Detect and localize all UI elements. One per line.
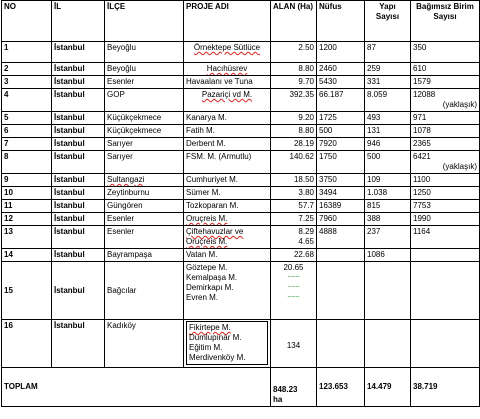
cell-birim	[411, 89, 480, 112]
header-yapi: Yapı Sayısı	[365, 1, 411, 42]
cell-ilce: Kadıköy	[105, 320, 184, 368]
cell-ilce: Güngören	[105, 200, 184, 213]
cell-alan: 7.25	[271, 213, 317, 226]
cell-il: İstanbul	[52, 249, 105, 262]
cell-nufus: 66.187	[317, 89, 365, 112]
cell-birim: 1164	[411, 226, 480, 249]
total-label: TOPLAM	[2, 368, 271, 407]
cell-proje: Vatan M.	[184, 249, 271, 262]
cell-proje: Havaalanı ve Tuna	[184, 76, 271, 89]
cell-no: 1	[2, 42, 52, 63]
cell-il: İstanbul	[52, 174, 105, 187]
cell-nufus: 500	[317, 125, 365, 138]
cell-il: İstanbul	[52, 138, 105, 151]
cell-no: 12	[2, 213, 52, 226]
cell-proje: Kanarya M.	[184, 112, 271, 125]
cell-alan-value: 134	[286, 341, 301, 350]
cell-proje-text: Oruçreis M.	[186, 214, 228, 223]
cell-proje: Sümer M.	[184, 187, 271, 200]
cell-ilce: Beyoğlu	[105, 42, 184, 63]
table-row	[2, 151, 480, 174]
cell-birim: 1250	[411, 187, 480, 200]
cell-proje-text: Hacıhüsrev	[206, 64, 248, 73]
header-row	[2, 1, 480, 42]
cell-alan: 28.19	[271, 138, 317, 151]
spacer	[273, 331, 314, 341]
cell-ilce: Esenler	[105, 213, 184, 226]
cell-yapi: 946	[365, 138, 411, 151]
cell-ilce: Bağcılar	[105, 262, 184, 320]
header-nufus: Nüfus	[317, 1, 365, 42]
project-name: Merdivenköy M.	[189, 353, 246, 362]
cell-birim: 350	[411, 42, 480, 63]
table-row	[2, 112, 480, 125]
cell-yapi: 500	[365, 151, 411, 174]
project-name: Demirkapı M.	[186, 283, 234, 292]
cell-nufus: 7920	[317, 138, 365, 151]
cell-il: İstanbul	[52, 112, 105, 125]
table-row	[2, 76, 480, 89]
total-alan-unit: ha	[273, 395, 283, 404]
cell-ilce-text: Sultangazi	[107, 175, 145, 184]
cell-il: İstanbul	[52, 76, 105, 89]
cell-nufus: 16389	[317, 200, 365, 213]
cell-proje-text: Çiftehavuzlar ve Oruçreis M.	[186, 227, 244, 246]
cell-no: 4	[2, 89, 52, 112]
cell-alan: 392.35	[271, 89, 317, 112]
total-birim: 38.719	[411, 368, 480, 407]
cell-nufus: 3494	[317, 187, 365, 200]
squiggle-mark: ~~~	[287, 284, 300, 291]
cell-nufus	[317, 320, 365, 368]
header-proje: PROJE ADI	[184, 1, 271, 42]
cell-ilce: Esenler	[105, 226, 184, 249]
cell-nufus: 7960	[317, 213, 365, 226]
cell-alan: 8.80	[271, 63, 317, 76]
cell-proje: FSM. M. (Armutlu)	[184, 151, 271, 174]
cell-yapi: 388	[365, 213, 411, 226]
cell-yapi: 493	[365, 112, 411, 125]
total-nufus: 123.653	[317, 368, 365, 407]
cell-birim	[411, 320, 480, 368]
cell-no: 15	[2, 262, 52, 320]
cell-yapi: 1.038	[365, 187, 411, 200]
cell-proje: Fatih M.	[184, 125, 271, 138]
cell-alan	[271, 320, 317, 368]
cell-il: İstanbul	[52, 320, 105, 368]
cell-no: 16	[2, 320, 52, 368]
table-row	[2, 42, 480, 63]
total-row	[2, 368, 480, 407]
cell-il: İstanbul	[52, 63, 105, 76]
cell-no: 7	[2, 138, 52, 151]
cell-birim	[411, 249, 480, 262]
cell-birim: 1100	[411, 174, 480, 187]
cell-ilce: GOP	[105, 89, 184, 112]
cell-il: İstanbul	[52, 226, 105, 249]
table-row	[2, 63, 480, 76]
cell-yapi: 131	[365, 125, 411, 138]
cell-no: 8	[2, 151, 52, 174]
table-row	[2, 187, 480, 200]
cell-nufus	[317, 249, 365, 262]
cell-alan-value: 8.29	[298, 227, 314, 236]
cell-nufus: 4888	[317, 226, 365, 249]
project-name: Kemalpaşa M.	[186, 273, 238, 282]
cell-birim-value: 12088	[413, 90, 436, 99]
cell-yapi: 109	[365, 174, 411, 187]
cell-birim-note: (yaklaşık)	[442, 100, 477, 109]
cell-no: 6	[2, 125, 52, 138]
cell-alan: 2.50	[271, 42, 317, 63]
cell-yapi: 87	[365, 42, 411, 63]
cell-proje: Cumhuriyet M.	[184, 174, 271, 187]
cell-proje	[184, 213, 271, 226]
project-name: Göztepe M.	[186, 263, 228, 272]
cell-ilce: Küçükçekmece	[105, 112, 184, 125]
cell-birim: 610	[411, 63, 480, 76]
cell-il: İstanbul	[52, 42, 105, 63]
cell-alan: 18.50	[271, 174, 317, 187]
project-name: Evren M.	[186, 293, 219, 302]
cell-no: 10	[2, 187, 52, 200]
cell-birim: 1990	[411, 213, 480, 226]
cell-no: 3	[2, 76, 52, 89]
cell-proje	[184, 320, 271, 368]
cell-alan: 22.68	[271, 249, 317, 262]
cell-il: İstanbul	[52, 200, 105, 213]
cell-il: İstanbul	[52, 89, 105, 112]
cell-proje-text: Pazariçi vd M.	[201, 90, 253, 99]
cell-il: İstanbul	[52, 125, 105, 138]
cell-ilce: Beyoğlu	[105, 63, 184, 76]
cell-yapi	[365, 320, 411, 368]
total-yapi: 14.479	[365, 368, 411, 407]
cell-ilce: Esenler	[105, 76, 184, 89]
squiggle-mark: ~~~	[287, 294, 300, 301]
cell-proje	[184, 262, 271, 320]
table-row	[2, 174, 480, 187]
cell-il: İstanbul	[52, 213, 105, 226]
cell-proje: Tozkoparan M.	[184, 200, 271, 213]
cell-alan: 9.20	[271, 112, 317, 125]
cell-ilce	[105, 174, 184, 187]
cell-ilce: Sarıyer	[105, 138, 184, 151]
spacer	[273, 321, 314, 331]
cell-birim: 1078	[411, 125, 480, 138]
cell-no: 2	[2, 63, 52, 76]
cell-alan-value: 20.65	[283, 263, 304, 272]
table-row	[2, 213, 480, 226]
cell-ilce: Zeytinburnu	[105, 187, 184, 200]
header-no: NO	[2, 1, 52, 42]
cell-il: İstanbul	[52, 187, 105, 200]
cell-alan	[271, 226, 317, 249]
header-birim: Bağımsız Birim Sayısı	[411, 1, 480, 42]
cell-yapi: 259	[365, 63, 411, 76]
cell-nufus: 2460	[317, 63, 365, 76]
table-row	[2, 89, 480, 112]
cell-nufus: 5430	[317, 76, 365, 89]
header-il: İL	[52, 1, 105, 42]
cell-ilce: Küçükçekmece	[105, 125, 184, 138]
cell-alan: 9.70	[271, 76, 317, 89]
cell-no: 5	[2, 112, 52, 125]
cell-proje-text: Örnektepe Sütlüce	[193, 43, 261, 52]
cell-il: İstanbul	[52, 262, 105, 320]
cell-yapi: 331	[365, 76, 411, 89]
cell-alan: 140.62	[271, 151, 317, 174]
cell-alan: 3.80	[271, 187, 317, 200]
cell-birim	[411, 151, 480, 174]
cell-proje	[184, 226, 271, 249]
table-row	[2, 249, 480, 262]
cell-birim-value: 6421	[413, 152, 431, 161]
cell-alan: 57.7	[271, 200, 317, 213]
project-name-box	[186, 321, 268, 365]
cell-alan: 8.80	[271, 125, 317, 138]
table-row	[2, 226, 480, 249]
cell-yapi: 1086	[365, 249, 411, 262]
cell-nufus: 1200	[317, 42, 365, 63]
cell-birim	[411, 262, 480, 320]
cell-yapi	[365, 262, 411, 320]
cell-no: 9	[2, 174, 52, 187]
cell-ilce: Bayrampaşa	[105, 249, 184, 262]
cell-proje: Derbent M.	[184, 138, 271, 151]
cell-proje	[184, 42, 271, 63]
cell-birim: 971	[411, 112, 480, 125]
cell-nufus: 1750	[317, 151, 365, 174]
table-row	[2, 200, 480, 213]
cell-yapi: 237	[365, 226, 411, 249]
cell-il: İstanbul	[52, 151, 105, 174]
table-row	[2, 320, 480, 368]
cell-birim: 1579	[411, 76, 480, 89]
project-name: Dumlupınar M.	[189, 333, 242, 342]
cell-yapi: 8.059	[365, 89, 411, 112]
project-table	[1, 0, 480, 407]
cell-yapi: 815	[365, 200, 411, 213]
cell-birim: 2365	[411, 138, 480, 151]
cell-alan	[271, 262, 317, 320]
total-alan	[271, 368, 317, 407]
cell-nufus	[317, 262, 365, 320]
squiggle-mark: ~~~	[287, 274, 300, 281]
cell-no: 11	[2, 200, 52, 213]
project-name: Fikirtepe M.	[189, 323, 231, 332]
table-row	[2, 125, 480, 138]
cell-proje	[184, 89, 271, 112]
cell-no: 13	[2, 226, 52, 249]
cell-ilce: Sarıyer	[105, 151, 184, 174]
cell-nufus: 1725	[317, 112, 365, 125]
header-ilce: İLÇE	[105, 1, 184, 42]
table-row	[2, 262, 480, 320]
cell-no: 14	[2, 249, 52, 262]
cell-proje	[184, 63, 271, 76]
header-alan: ALAN (Ha)	[271, 1, 317, 42]
total-alan-value: 848.23	[273, 385, 298, 394]
cell-birim: 7753	[411, 200, 480, 213]
project-name: Eğitim M.	[189, 343, 223, 352]
cell-nufus: 3750	[317, 174, 365, 187]
cell-alan-value-2: 4.65	[298, 237, 314, 246]
table-row	[2, 138, 480, 151]
cell-birim-note: (yaklaşık)	[442, 162, 477, 171]
